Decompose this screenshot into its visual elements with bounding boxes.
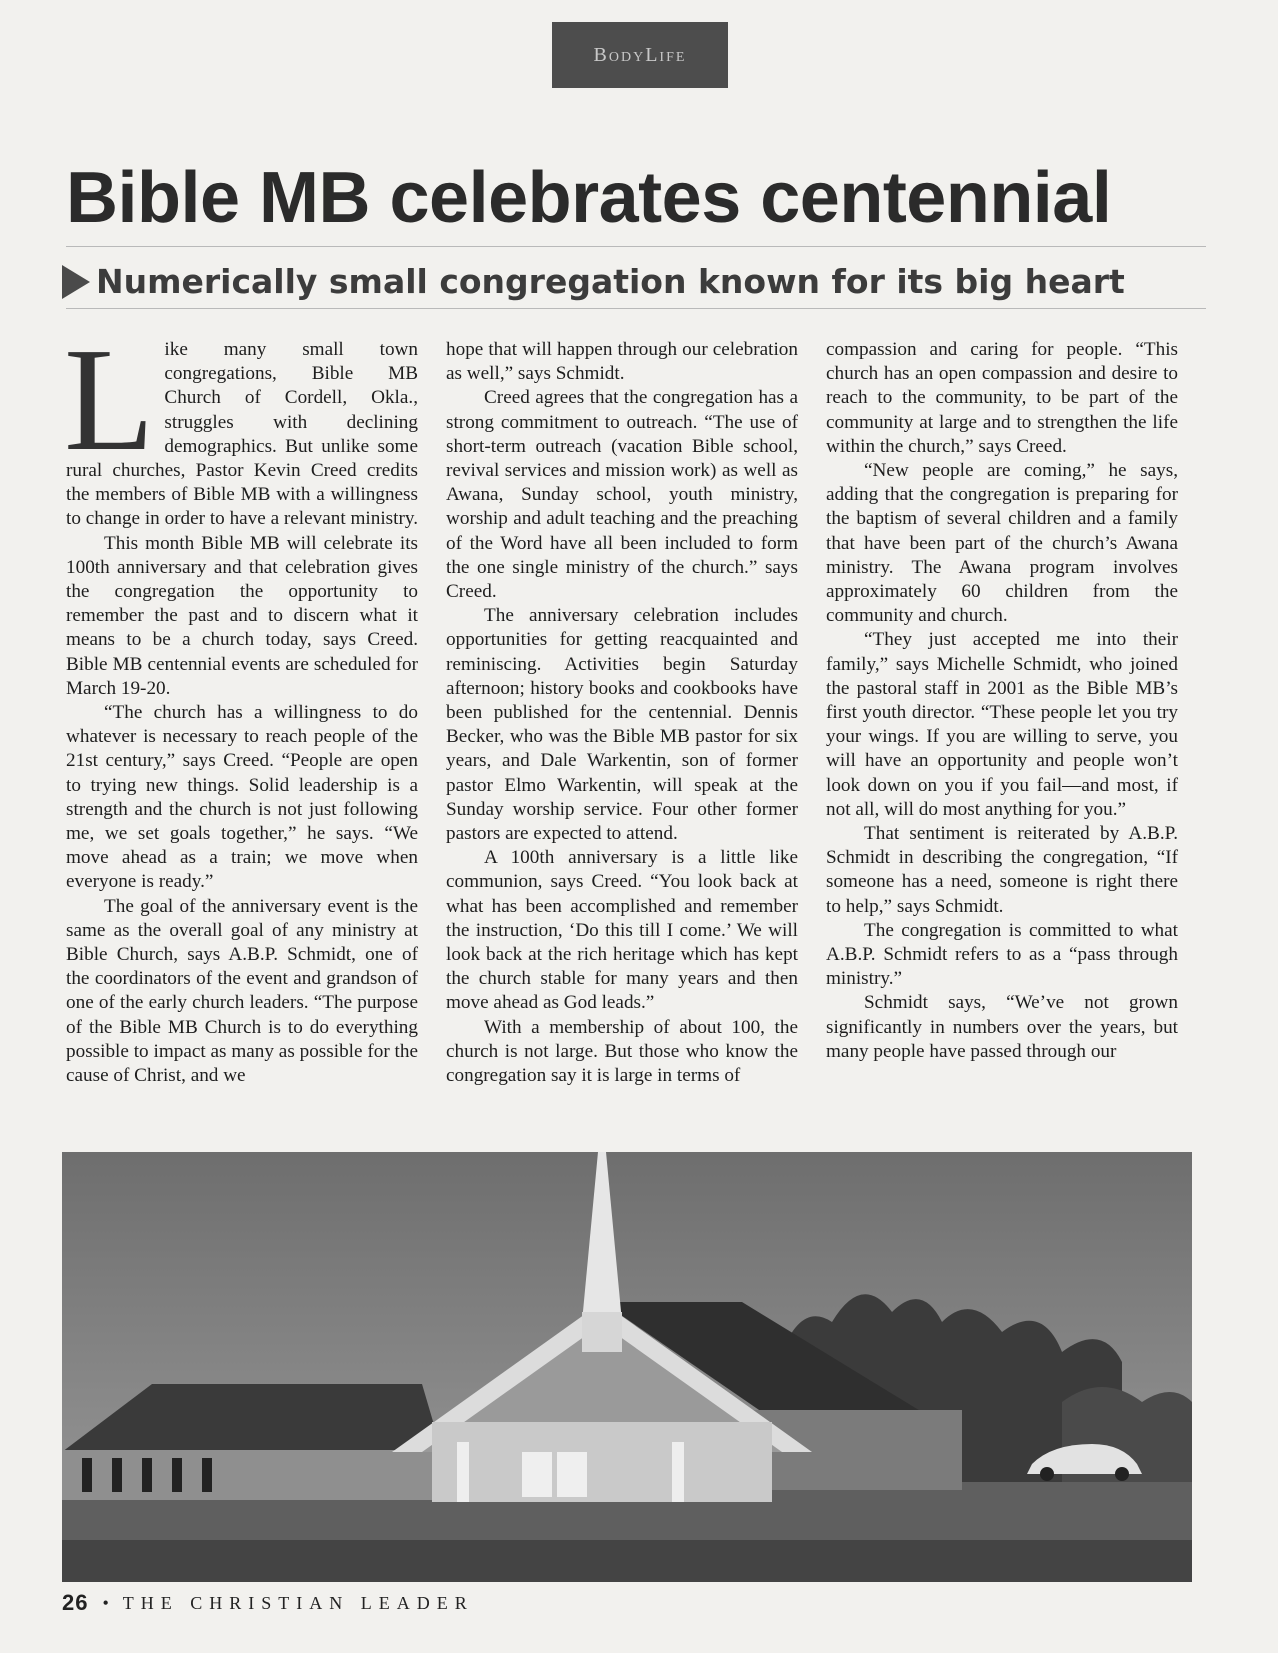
drop-cap: L [64,318,155,482]
paragraph: This month Bible MB will celebrate its 100th anniversary and that celebration gives the congregation the opportunity to remember the past and to discern what it means to be a church today, says Creed. Bible MB centennial events are scheduled for March 19-20. [66,532,418,699]
headline: Bible MB celebrates centennial [66,158,1112,238]
deck [62,260,1125,304]
page-number: 26 [62,1590,89,1615]
paragraph: That sentiment is reiterated by A.B.P. Schmidt in describing the congregation, “If someone has a need, someone is right there to help,” says Schmidt. [826,823,1178,917]
paragraph: “They just accepted me into their family,” says Michelle Schmidt, who joined the pastoral staff in 2001 as the Bible MB’s first youth director. “These people let you try your wings. If you are willing to serve, you will have an opportunity and people won’t look down on you if you fail—and most, if not all, will do most anything for you.” [826,629,1178,820]
section-label: BodyLife [593,43,687,66]
section-tab [552,22,728,88]
paragraph: ike many small town congregations, Bible MB Church of Cordell, Okla., struggles with declining demographics. But unlike some rural churches, Pastor Kevin Creed credits the members of Bible MB with a willingness to change in order to have a relevant ministry. [66,339,418,530]
paragraph: Schmidt says, “We’ve not grown significantly in numbers over the years, but many people have passed through our [826,992,1178,1062]
paragraph: The anniversary celebration includes opportunities for getting reacquainted and reminiscing. Activities begin Saturday afternoon; history books and cookbooks have been published for the centennial. Dennis Becker, who was the Bible MB pastor for six years, and Dale Warkentin, son of former pastor Elmo Warkentin, will speak at the Sunday worship service. Four other former pastors are expected to attend. [446,605,798,845]
paragraph: “The church has a willingness to do whatever is necessary to reach people of the 21st century,” says Creed. “People are open to trying new things. Solid leadership is a strength and the church is not just following me, we set goals together,” he says. “We move ahead as a train; we move when everyone is ready.” [66,702,418,893]
paragraph: With a membership of about 100, the church is not large. But those who know the congregation say it is large in terms of [446,1016,798,1087]
paragraph: The goal of the anniversary event is the same as the overall goal of any ministry at Bible Church, says A.B.P. Schmidt, one of the coordinators of the event and grandson of one of the early church leaders. “The purpose of the Bible MB Church is to do everything possible to impact as many as possible for the cause of Christ, and we [66,895,418,1087]
triangle-bullet-icon [62,265,90,299]
deck-text: Numerically small congregation known for its big heart [96,262,1125,301]
headline-rule-bottom [66,308,1206,309]
column-2 [446,338,798,1088]
headline-rule-top [66,246,1206,247]
page-footer [62,1590,474,1616]
publication-name: THE CHRISTIAN LEADER [122,1592,474,1613]
paragraph: compassion and caring for people. “This church has an open compassion and desire to reach to the community, to be part of the community at large and to strengthen the life within the church,” says Creed. [826,339,1178,457]
paragraph: A 100th anniversary is a little like communion, says Creed. “You look back at what has been accomplished and remember the instruction, ‘Do this till I come.’ We will look back at the rich heritage which has kept the church stable for many years and then move ahead as God leads.” [446,847,798,1014]
column-1 [64,318,418,1088]
column-3 [826,338,1178,1064]
church-photo [62,1152,1192,1582]
paragraph: The congregation is committed to what A.B.P. Schmidt refers to as a “pass through ministry.” [826,919,1178,990]
paragraph: “New people are coming,” he says, adding that the congregation is preparing for the baptism of several children and a family that have been part of the church’s Awana ministry. The Awana program involves approximately 60 children from the community and church. [826,460,1178,627]
church-building-illustration [62,1152,1192,1582]
paragraph: hope that will happen through our celebration as well,” says Schmidt. [446,339,798,385]
footer-separator: • [102,1592,109,1613]
paragraph: Creed agrees that the congregation has a strong commitment to outreach. “The use of short-term outreach (vacation Bible school, revival services and mission work) as well as Awana, Sunday school, youth ministry, worship and adult teaching and the preaching of the Word have all been included to form the one single ministry of the church.” says Creed. [446,387,798,603]
